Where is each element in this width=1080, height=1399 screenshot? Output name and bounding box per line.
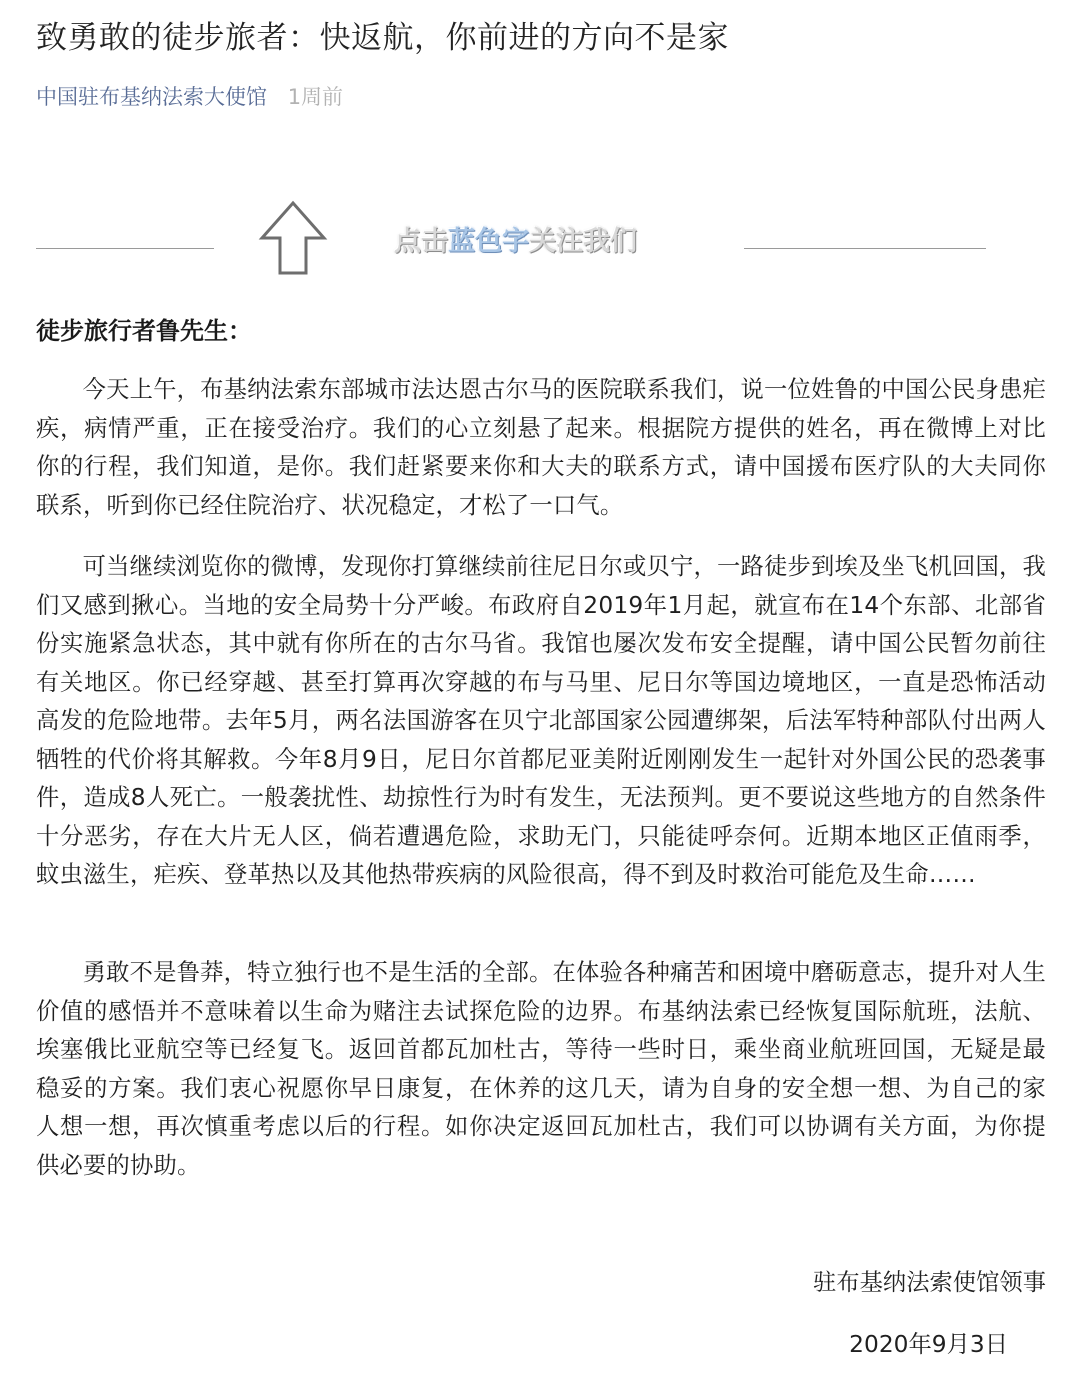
follow-us-text[interactable]	[394, 224, 637, 260]
paragraph-2: 可当继续浏览你的微博，发现你打算继续前往尼日尔或贝宁，一路徒步到埃及坐飞机回国，我们又感到揪心。当地的安全局势十分严峻。布政府自2019年1月起，就宣布在14个东部、北部省份实施紧急状态，其中就有你所在的古尔马省。我馆也屡次发布安全提醒，请中国公民暂勿前往有关地区。你已经穿越、甚至打算再次穿越的布与马里、尼日尔等国边境地区，一直是恐怖活动高发的危险地带。去年5月，两名法国游客在贝宁北部国家公园遭绑架，后法军特种部队付出两人牺牲的代价将其解救。今年8月9日，尼日尔首都尼亚美附近刚刚发生一起针对外国公民的恐袭事件，造成8人死亡。一般袭扰性、劫掠性行为时有发生，无法预判。更不要说这些地方的自然条件十分恶劣，存在大片无人区，倘若遭遇危险，求助无门，只能徒呼奈何。近期本地区正值雨季，蚊虫滋生，疟疾、登革热以及其他热带疾病的风险很高，得不到及时救治可能危及生命……	[36, 553, 1046, 888]
follow-text-suffix: 关注我们	[529, 226, 637, 257]
account-name-link[interactable]: 中国驻布基纳法索大使馆	[36, 85, 267, 109]
letter-date: 2020年9月3日	[849, 1331, 1008, 1358]
up-arrow-icon	[258, 200, 328, 276]
follow-banner	[36, 196, 986, 286]
letter-greeting: 徒步旅行者鲁先生：	[36, 317, 252, 345]
paragraph-3: 勇敢不是鲁莽，特立独行也不是生活的全部。在体验各种痛苦和困境中磨砺意志，提升对人生价值的感悟并不意味着以生命为赌注去试探危险的边界。布基纳法索已经恢复国际航班，法航、埃塞俄比亚航空等已经复飞。返回首都瓦加杜古，等待一些时日，乘坐商业航班回国，无疑是最稳妥的方案。我们衷心祝愿你早日康复，在休养的这几天，请为自身的安全想一想、为自己的家人想一想，再次慎重考虑以后的行程。如你决定返回瓦加杜古，我们可以协调有关方面，为你提供必要的协助。	[36, 959, 1046, 1179]
publish-time: 1周前	[287, 85, 344, 109]
follow-text-prefix: 点击	[394, 226, 448, 257]
article-meta	[36, 80, 343, 114]
banner-divider-right	[744, 248, 986, 249]
article-title: 致勇敢的徒步旅者：快返航，你前进的方向不是家	[36, 20, 729, 56]
letter-signature: 驻布基纳法索使馆领事	[813, 1269, 1046, 1296]
paragraph-1: 今天上午，布基纳法索东部城市法达恩古尔马的医院联系我们，说一位姓鲁的中国公民身患疟疾，病情严重，正在接受治疗。我们的心立刻悬了起来。根据院方提供的姓名，再在微博上对比你的行程，我们知道，是你。我们赶紧要来你和大夫的联系方式，请中国援布医疗队的大夫同你联系，听到你已经住院治疗、状况稳定，才松了一口气。	[36, 376, 1046, 519]
banner-divider-left	[36, 248, 214, 249]
follow-text-highlight: 蓝色字	[448, 226, 529, 257]
